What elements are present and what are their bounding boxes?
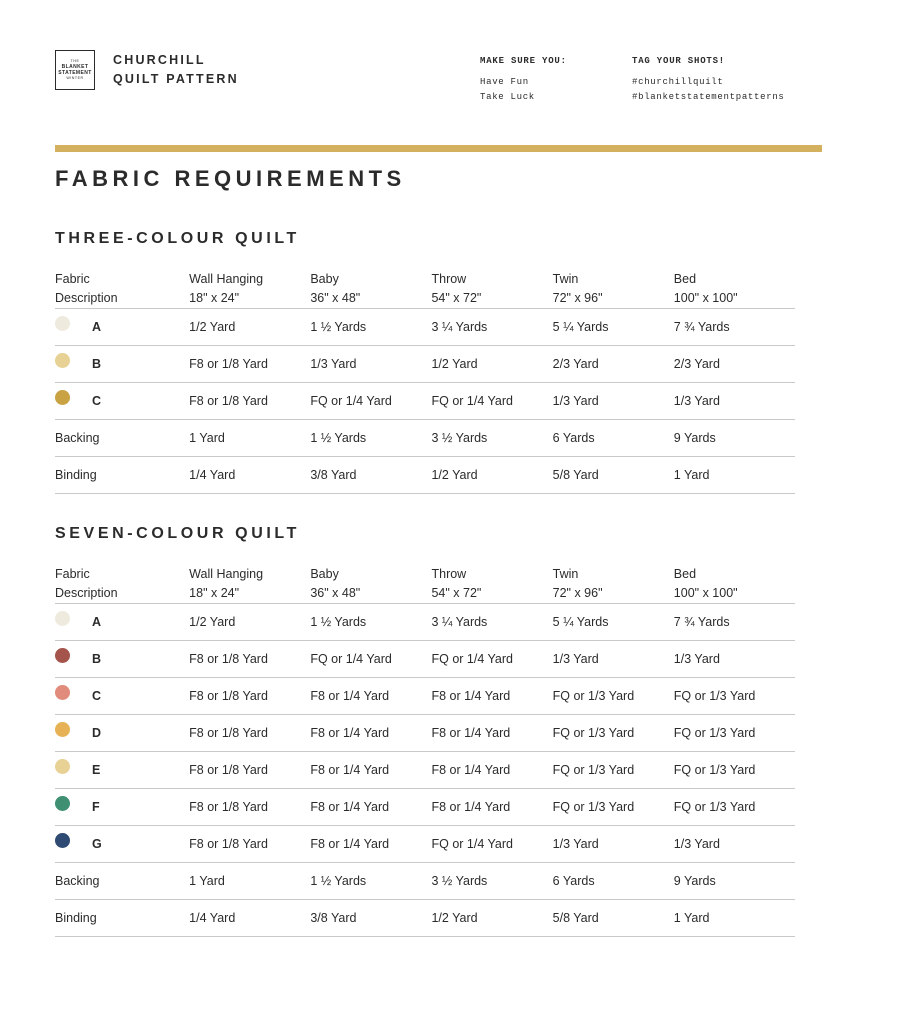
fabric-swatch-icon [55,722,70,737]
yardage-cell: FQ or 1/4 Yard [431,393,514,408]
table-row [55,862,795,899]
column-header-size: 100" x 100" [673,290,738,305]
fabric-label: Binding [55,910,97,925]
yardage-cell: 5/8 Yard [552,910,599,925]
tag-shots-block [632,56,862,105]
yardage-cell: 7 ¾ Yards [673,319,730,334]
table-head [55,270,795,308]
fabric-label: A [92,614,102,629]
yardage-cell: FQ or 1/4 Yard [431,836,514,851]
yardage-cell: FQ or 1/3 Yard [552,799,635,814]
make-sure-block [480,56,632,105]
yardage-cell: F8 or 1/4 Yard [310,836,390,851]
yardage-cell: 1/3 Yard [673,393,720,408]
column-header-name: Fabric [55,272,90,286]
yardage-cell: F8 or 1/4 Yard [431,799,511,814]
column-header-size: 54" x 72" [431,290,482,305]
yardage-cell: FQ or 1/3 Yard [552,762,635,777]
logo-line-4: WINTER [66,76,84,81]
column-header-name: Twin [552,567,579,581]
fabric-description-cell [55,308,189,345]
fabric-swatch-icon [55,648,70,663]
yardage-cell: 1/2 Yard [189,614,236,629]
yardage-cell: F8 or 1/8 Yard [189,725,268,740]
column-header-name: Throw [431,272,467,286]
column-header-5 [674,270,795,308]
yardage-cell: F8 or 1/8 Yard [189,356,268,371]
yardage-cell: F8 or 1/4 Yard [431,725,511,740]
fabric-label: B [92,651,102,666]
fabric-label: F [92,799,100,814]
table-body [55,308,795,493]
yardage-cell: 1 ½ Yards [310,430,367,445]
fabric-description-cell [55,345,189,382]
yardage-cell: FQ or 1/3 Yard [673,762,756,777]
logo-line-2: BLANKET [61,63,89,70]
column-header-5 [674,565,795,603]
yardage-cell: F8 or 1/8 Yard [189,651,268,666]
yardage-cell: FQ or 1/4 Yard [310,393,392,408]
page-title: FABRIC REQUIREMENTS [55,166,406,191]
column-header-1 [189,565,310,603]
yardage-cell: 7 ¾ Yards [673,614,730,629]
column-header-3 [431,270,552,308]
column-header-3 [431,565,552,603]
yardage-cell: 6 Yards [552,430,595,445]
column-header-4 [553,565,674,603]
yardage-cell: 1/3 Yard [552,651,599,666]
fabric-description-cell [55,419,189,456]
yardage-cell: 3 ¼ Yards [431,319,488,334]
requirements-table [55,270,795,494]
fabric-swatch-icon [55,316,70,331]
fabric-swatch-icon [55,759,70,774]
table-row [55,456,795,493]
fabric-swatch-icon [55,685,70,700]
table-row [55,603,795,640]
page-header [55,50,845,120]
logo-mark-icon [55,50,95,90]
yardage-cell: 1 ½ Yards [310,319,367,334]
column-header-name: Throw [431,567,467,581]
fabric-label: Binding [55,467,97,482]
column-header-size: 36" x 48" [310,585,361,600]
column-header-size: 18" x 24" [189,585,240,600]
accent-rule [55,145,822,152]
yardage-cell: 3/8 Yard [310,467,357,482]
fabric-swatch-icon [55,833,70,848]
make-sure-line-1: Have Fun [480,77,529,87]
column-header-size: 36" x 48" [310,290,361,305]
yardage-cell: 1 Yard [673,467,710,482]
table-row [55,382,795,419]
fabric-description-cell [55,714,189,751]
yardage-cell: 9 Yards [673,873,716,888]
yardage-cell: 5 ¼ Yards [552,319,609,334]
tag-shots-title: TAG YOUR SHOTS! [632,56,726,66]
table-header-row [55,270,795,308]
column-header-size: Description [55,290,118,305]
column-header-size: 54" x 72" [431,585,482,600]
section-title: SEVEN-COLOUR QUILT [55,525,300,542]
fabric-description-cell [55,456,189,493]
table-row [55,640,795,677]
table-row [55,788,795,825]
column-header-size: 100" x 100" [673,585,738,600]
logo-line-1: THE [70,59,80,64]
fabric-swatch-icon [55,390,70,405]
yardage-cell: F8 or 1/4 Yard [310,725,390,740]
yardage-cell: FQ or 1/3 Yard [673,725,756,740]
fabric-description-cell [55,825,189,862]
brand-name: CHURCHILL [113,52,206,67]
section-seven-colour [55,525,795,937]
yardage-cell: 1 ½ Yards [310,873,367,888]
yardage-cell: FQ or 1/4 Yard [310,651,392,666]
fabric-label: Backing [55,430,100,445]
yardage-cell: 1/3 Yard [310,356,357,371]
yardage-cell: F8 or 1/4 Yard [431,688,511,703]
yardage-cell: 1 Yard [189,873,225,888]
yardage-cell: 1/2 Yard [431,467,478,482]
yardage-cell: F8 or 1/4 Yard [310,799,390,814]
column-header-size: 72" x 96" [552,290,603,305]
column-header-name: Baby [310,567,339,581]
yardage-cell: 9 Yards [673,430,716,445]
section-title: THREE-COLOUR QUILT [55,230,300,247]
column-header-0 [55,270,189,308]
column-header-name: Bed [673,567,697,581]
make-sure-line-2: Take Luck [480,91,535,102]
hashtag-2: #blanketstatementpatterns [632,91,785,102]
fabric-description-cell [55,640,189,677]
yardage-cell: FQ or 1/3 Yard [673,688,756,703]
fabric-label: D [92,725,102,740]
column-header-name: Baby [310,272,339,286]
column-header-size: Description [55,585,118,600]
table-header-row [55,565,795,603]
table-body [55,603,795,936]
column-header-name: Wall Hanging [189,567,264,581]
fabric-description-cell [55,382,189,419]
section-three-colour [55,230,795,494]
column-header-name: Bed [673,272,697,286]
fabric-label: C [92,688,102,703]
yardage-cell: 1/2 Yard [431,910,478,925]
yardage-cell: 1/4 Yard [189,467,236,482]
yardage-cell: F8 or 1/8 Yard [189,836,268,851]
yardage-cell: F8 or 1/4 Yard [310,762,390,777]
yardage-cell: 1 Yard [189,430,225,445]
table-row [55,419,795,456]
column-header-2 [310,565,431,603]
yardage-cell: FQ or 1/4 Yard [431,651,514,666]
fabric-label: C [92,393,102,408]
yardage-cell: 5 ¼ Yards [552,614,609,629]
yardage-cell: 3 ½ Yards [431,430,488,445]
yardage-cell: 5/8 Yard [552,467,599,482]
column-header-name: Twin [552,272,579,286]
column-header-size: 72" x 96" [552,585,603,600]
brand-logo [55,50,239,90]
requirements-table [55,565,795,937]
column-header-1 [189,270,310,308]
fabric-label: G [92,836,103,851]
yardage-cell: 2/3 Yard [552,356,599,371]
table-row [55,714,795,751]
table-row [55,825,795,862]
table-row [55,899,795,936]
column-header-4 [553,270,674,308]
yardage-cell: F8 or 1/4 Yard [431,762,511,777]
logo-line-3: STATEMENT [58,70,92,76]
yardage-cell: F8 or 1/8 Yard [189,799,268,814]
yardage-cell: F8 or 1/8 Yard [189,393,268,408]
yardage-cell: 3/8 Yard [310,910,357,925]
yardage-cell: FQ or 1/3 Yard [673,799,756,814]
fabric-swatch-icon [55,611,70,626]
fabric-swatch-icon [55,796,70,811]
column-header-name: Fabric [55,567,90,581]
yardage-cell: 1/2 Yard [189,319,236,334]
table-row [55,308,795,345]
fabric-description-cell [55,603,189,640]
column-header-2 [310,270,431,308]
yardage-cell: 6 Yards [552,873,595,888]
fabric-label: Backing [55,873,100,888]
fabric-description-cell [55,899,189,936]
fabric-description-cell [55,862,189,899]
column-header-0 [55,565,189,603]
yardage-cell: 1/3 Yard [673,836,720,851]
fabric-description-cell [55,677,189,714]
fabric-label: A [92,319,102,334]
column-header-size: 18" x 24" [189,290,240,305]
yardage-cell: 1/3 Yard [552,393,599,408]
table-row [55,751,795,788]
yardage-cell: 1/4 Yard [189,910,236,925]
fabric-swatch-icon [55,353,70,368]
yardage-cell: F8 or 1/8 Yard [189,688,268,703]
yardage-cell: FQ or 1/3 Yard [552,725,635,740]
brand-title [113,51,239,90]
yardage-cell: 1 ½ Yards [310,614,367,629]
hashtag-1: #churchillquilt [632,77,724,87]
yardage-cell: F8 or 1/4 Yard [310,688,390,703]
make-sure-title: MAKE SURE YOU: [480,56,567,66]
yardage-cell: 3 ¼ Yards [431,614,488,629]
yardage-cell: 1/3 Yard [673,651,720,666]
fabric-label: E [92,762,101,777]
table-row [55,677,795,714]
yardage-cell: 1 Yard [673,910,710,925]
table-row [55,345,795,382]
header-meta [480,56,862,105]
yardage-cell: 1/2 Yard [431,356,478,371]
yardage-cell: F8 or 1/8 Yard [189,762,268,777]
yardage-cell: 3 ½ Yards [431,873,488,888]
yardage-cell: FQ or 1/3 Yard [552,688,635,703]
yardage-cell: 1/3 Yard [552,836,599,851]
column-header-name: Wall Hanging [189,272,264,286]
fabric-description-cell [55,751,189,788]
fabric-label: B [92,356,102,371]
table-head [55,565,795,603]
brand-subtitle: QUILT PATTERN [113,72,239,86]
fabric-description-cell [55,788,189,825]
yardage-cell: 2/3 Yard [673,356,720,371]
